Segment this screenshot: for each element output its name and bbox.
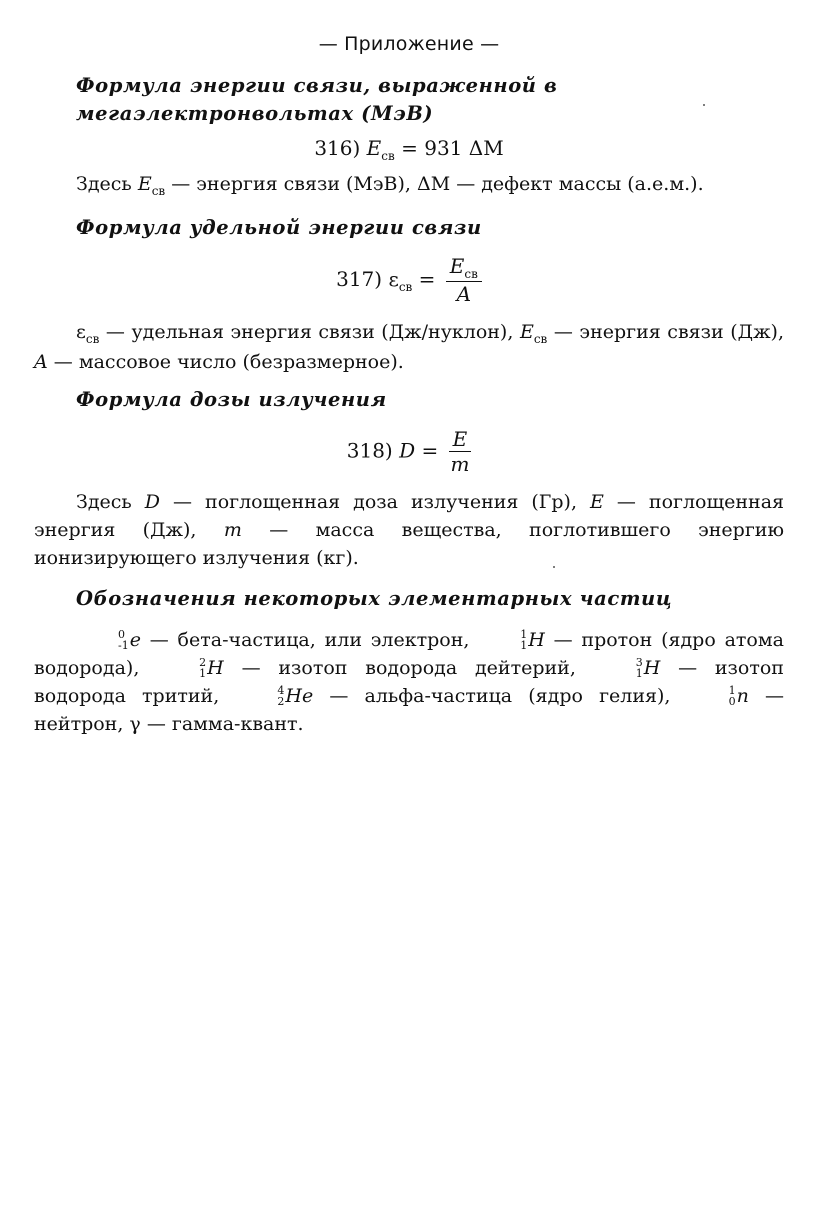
symbol-D: D (144, 491, 161, 513)
fraction-denominator: m (450, 452, 470, 476)
numerator-sub: св (464, 267, 478, 281)
text-prefix: Здесь (76, 173, 132, 195)
formula-lhs-sub: св (398, 280, 413, 294)
formula-number: 316) (314, 136, 361, 160)
running-head: — Приложение — (318, 33, 500, 55)
electron-text: — бета-частица, или электрон, (149, 629, 470, 651)
fraction (446, 255, 482, 306)
text-prefix: Здесь (76, 491, 132, 513)
paragraph-316 (76, 170, 784, 200)
alpha-top: 4 (277, 684, 285, 697)
fraction-numerator (446, 255, 482, 282)
text-rest: — энергия связи (МэВ), ΔM — дефект массы (а.е.м.). (171, 173, 704, 195)
formula-lhs: E (366, 136, 382, 160)
alpha-bottom: 2 (277, 695, 285, 708)
symbol-E: E (137, 173, 152, 195)
neutron-symbol: n (736, 685, 749, 707)
alpha-symbol: He (285, 685, 314, 707)
formula-eq: = (418, 267, 436, 291)
paragraph-318-body (34, 488, 784, 572)
tritium-symbol: H (643, 657, 661, 679)
print-speck (703, 104, 705, 106)
formula-number: 318) (346, 438, 393, 463)
tritium-text: — изотоп водорода тритий, (34, 657, 784, 707)
formula-318 (0, 428, 818, 476)
heading-binding-energy-mev: Формула энергии связи, выраженной в мегаэлектронвольтах (МэВ) (76, 74, 558, 125)
symbol-E: E (590, 491, 604, 513)
proton-top: 1 (520, 628, 528, 641)
electron-top: 0 (118, 628, 125, 641)
neutron-bottom: 0 (728, 695, 736, 708)
symbol-A: A (34, 351, 48, 373)
formula-lhs: D (399, 438, 416, 463)
deuterium-symbol: H (207, 657, 224, 679)
text-part2: — поглощенная энергия (Дж), (34, 491, 785, 541)
symbol-eps: ε (76, 321, 86, 343)
tritium-top: 3 (635, 656, 643, 669)
text-part3: — масса вещества, поглотившего энергию ионизирующего излучения (кг). (34, 519, 785, 569)
paragraph-317 (34, 318, 784, 376)
numerator-symbol: E (449, 254, 465, 278)
formula-rhs: = 931 ΔM (401, 136, 504, 160)
tritium-bottom: 1 (635, 667, 643, 680)
alpha-nuclide-indices (235, 685, 284, 707)
fraction-numerator: E (449, 428, 472, 452)
symbol-E-sub: св (151, 184, 166, 198)
electron-nuclide-indices (76, 629, 129, 651)
print-speck (553, 566, 555, 568)
heading-radiation-dose: Формула дозы излучения (76, 388, 387, 411)
electron-bottom: -1 (118, 639, 129, 652)
tritium-nuclide-indices (594, 657, 643, 679)
deuterium-nuclide-indices (157, 657, 206, 679)
formula-lhs: ε (388, 267, 399, 291)
formula-316 (0, 136, 818, 163)
neutron-nuclide-indices (687, 685, 736, 707)
fraction (449, 428, 472, 476)
formula-317 (0, 255, 818, 306)
formula-lhs-sub: св (381, 149, 395, 163)
text-part3: — массовое число (безразмерное). (53, 351, 404, 373)
proton-nuclide-indices (478, 629, 527, 651)
symbol-E-sub: св (533, 332, 548, 346)
proton-text: — протон (ядро атома водорода), (34, 629, 784, 679)
text-part2: — энергия связи (Дж), (553, 321, 785, 343)
text-part1: — удельная энергия связи (Дж/нуклон), (105, 321, 514, 343)
symbol-eps-sub: св (85, 332, 100, 346)
alpha-text: — альфа-частица (ядро гелия), (329, 685, 671, 707)
formula-eq: = (421, 438, 439, 463)
paragraph-particles-body (34, 626, 784, 738)
deuterium-bottom: 1 (199, 667, 207, 680)
deuterium-top: 2 (199, 656, 207, 669)
paragraph-particles (34, 626, 784, 738)
neutron-text: — нейтрон, γ — гамма-квант. (34, 685, 784, 735)
symbol-E: E (519, 321, 534, 343)
text-part1: — поглощенная доза излучения (Гр), (173, 491, 577, 513)
paragraph-318 (34, 488, 784, 572)
proton-bottom: 1 (520, 639, 528, 652)
heading-elementary-particles: Обозначения некоторых элементарных частиц (76, 587, 673, 610)
deuterium-text: — изотоп водорода дейтерий, (241, 657, 576, 679)
heading-specific-binding-energy: Формула удельной энергии связи (76, 216, 482, 239)
proton-symbol: H (528, 629, 545, 651)
symbol-m: m (223, 519, 242, 541)
electron-symbol: e (129, 629, 141, 651)
paragraph-317-body (34, 318, 784, 376)
fraction-denominator: A (456, 282, 472, 306)
neutron-top: 1 (728, 684, 736, 697)
formula-number: 317) (336, 267, 383, 291)
